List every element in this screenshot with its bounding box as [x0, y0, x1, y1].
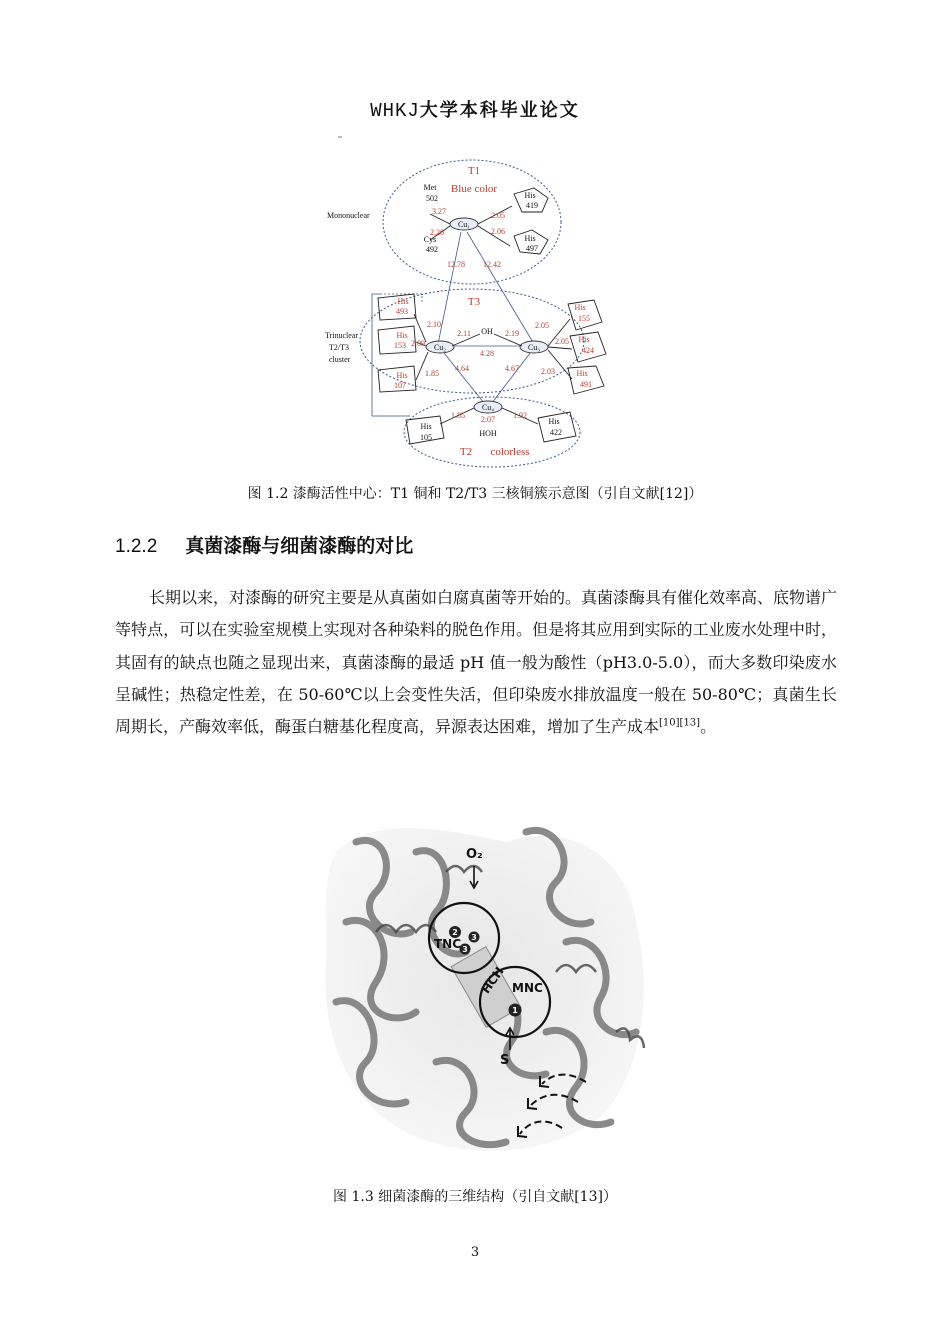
his-107: 107: [394, 381, 406, 390]
label-colorless: colorless: [490, 446, 530, 458]
dist-203: 2.03: [541, 367, 555, 376]
section-title: 真菌漆酶与细菌漆酶的对比: [185, 535, 414, 557]
header-university: 大学本科毕业论文: [419, 100, 580, 121]
hoh-label: HOH: [479, 429, 497, 438]
his-label-424: His: [578, 335, 590, 344]
his-105: 105: [420, 433, 432, 442]
his-422: 422: [550, 428, 562, 437]
cys-label: Cys: [423, 235, 437, 244]
dist-1278: 12.78: [447, 260, 465, 269]
cys-number: 492: [426, 245, 438, 254]
dist-219: 2.19: [505, 329, 519, 338]
his-label-493: His: [397, 297, 409, 306]
label-o2: O₂: [466, 847, 483, 862]
site-1: 1: [512, 1006, 518, 1015]
paragraph-end: 。: [700, 717, 717, 737]
label-mnc: MNC: [512, 981, 543, 995]
site-3b: 3: [471, 933, 477, 942]
figure-laccase-active-site: [322, 154, 622, 470]
dist-207: 2.07: [481, 415, 495, 424]
his-label-419: His: [524, 191, 536, 200]
dist-211: 2.11: [457, 329, 471, 338]
site-3a: 3: [462, 945, 468, 954]
dist-209: 2.09: [411, 339, 425, 348]
dist-327: 3.27: [432, 207, 446, 216]
label-mononuclear: Mononuclear: [327, 211, 370, 220]
page-header: [0, 96, 950, 122]
scan-mark: [338, 136, 342, 138]
his-424: 424: [582, 346, 594, 355]
label-cluster: cluster: [329, 355, 351, 364]
met-label: Met: [423, 183, 437, 192]
section-number: 1.2.2: [115, 536, 158, 557]
cu4-label: Cu₄: [481, 403, 495, 412]
dist-467: 4.67: [505, 364, 519, 373]
his-label-497: His: [524, 234, 536, 243]
his-491: 491: [580, 380, 592, 389]
body-paragraph: [115, 582, 837, 743]
figure-bacterial-laccase-structure: [316, 812, 660, 1168]
his-label-422: His: [548, 417, 560, 426]
figure2-caption: 图 1.3 细菌漆酶的三维结构（引自文献[13]）: [333, 1189, 617, 1205]
cu1-label: Cu₁: [457, 220, 471, 229]
dist-205b: 2.05: [535, 321, 549, 330]
his-497: 497: [526, 244, 538, 253]
paragraph-citation: [10][13]: [659, 717, 701, 729]
dist-205c: 2.05: [555, 337, 569, 346]
label-tnc: TNC: [434, 937, 462, 951]
dist-185a: 1.85: [425, 369, 439, 378]
dist-206: 2.06: [491, 227, 505, 236]
met-number: 502: [426, 194, 438, 203]
his-label-107: His: [396, 371, 408, 380]
label-t3: T3: [467, 296, 481, 308]
dist-192: 1.92: [513, 411, 527, 420]
his-419: 419: [526, 201, 538, 210]
dist-428: 4.28: [480, 349, 494, 358]
dist-185b: 1.85: [451, 411, 465, 420]
label-trinuclear: Trinuclear: [325, 331, 359, 340]
dist-205a: 2.05: [491, 211, 505, 220]
his-label-491: His: [576, 369, 588, 378]
page-number: 3: [470, 1245, 480, 1260]
cu2-label: Cu₂: [433, 343, 447, 352]
his-label-155: His: [574, 303, 586, 312]
header-code: WHKJ: [370, 100, 420, 122]
label-s: S: [500, 1053, 510, 1068]
paragraph-text: 长期以来，对漆酶的研究主要是从真菌如白腐真菌等开始的。真菌漆酶具有催化效率高、底物谱广等特点，可以在实验室规模上实现对各种染料的脱色作用。但是将其应用到实际的工业废水处理中时，其固有的缺点也随之显现出来，真菌漆酶的最适 pH 值一般为酸性（pH3.0-5.0），而大多数印染废水呈碱性；热稳定性差，在 50-60℃以上会变性失活，但印染废水排放温度一般在 50-80℃；真菌生长周期长，产酶效率低，酶蛋白糖基化程度高，异源表达困难，增加了生产成本: [115, 588, 838, 737]
dist-210: 2.10: [427, 320, 441, 329]
cu3-label: Cu₃: [527, 343, 541, 352]
oh-label: OH: [481, 327, 493, 336]
dist-220: 2.20: [430, 228, 444, 237]
dist-1242: 12.42: [483, 260, 501, 269]
label-t2t3: T2/T3: [329, 343, 349, 352]
dist-464: 4.64: [455, 364, 469, 373]
label-hch: HCH: [478, 964, 507, 997]
his-493: 493: [396, 307, 408, 316]
his-label-153: His: [396, 331, 408, 340]
label-blue-color: Blue color: [450, 183, 498, 195]
his-155: 155: [578, 314, 590, 323]
figure1-caption: 图 1.2 漆酶活性中心：T1 铜和 T2/T3 三核铜簇示意图（引自文献[12]）: [247, 486, 703, 502]
site-2: 2: [452, 928, 458, 937]
label-t1: T1: [467, 165, 481, 177]
his-label-105: His: [420, 422, 432, 431]
label-t2: T2: [459, 446, 473, 458]
section-heading: [115, 531, 413, 558]
his-153: 153: [394, 341, 406, 350]
